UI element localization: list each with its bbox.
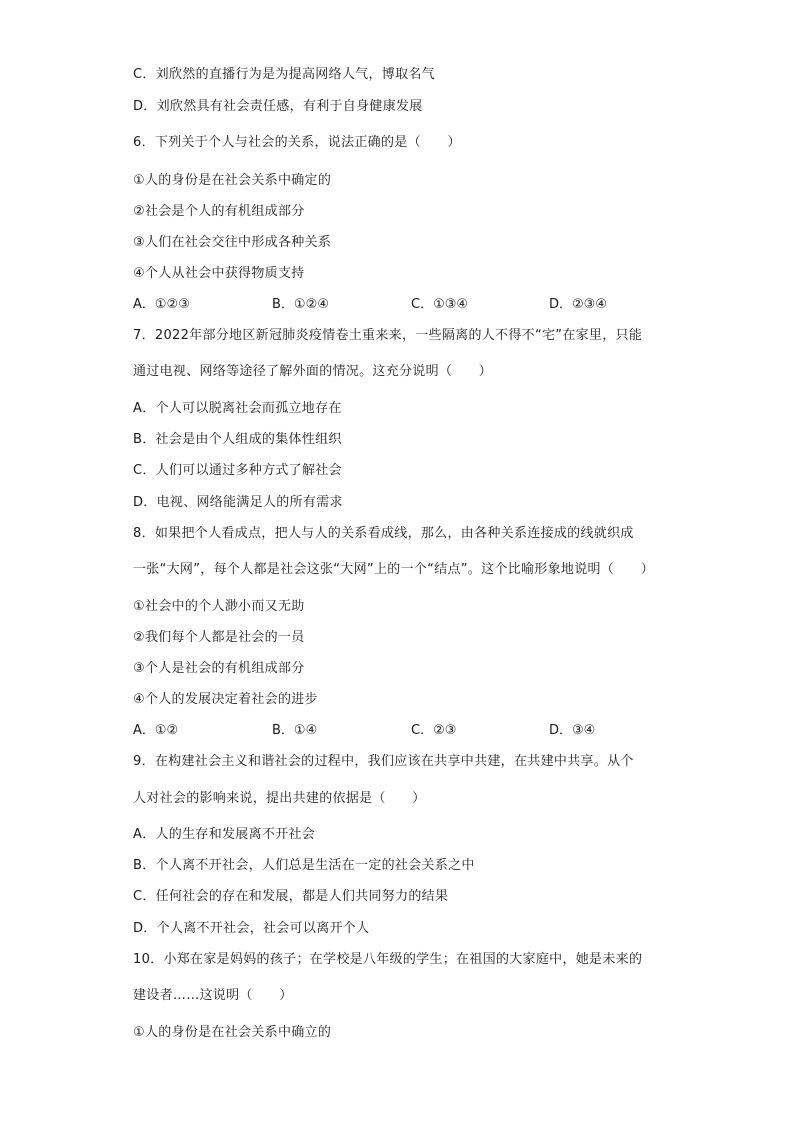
q6-statement-2: ②社会是个人的有机组成部分 <box>133 204 305 219</box>
q8-statement-1: ①社会中的个人渺小而又无助 <box>133 599 305 614</box>
q5-option-c: C．刘欣然的直播行为是为提高网络人气，博取名气 <box>133 67 435 82</box>
q7-option-b: B．社会是由个人组成的集体性组织 <box>133 432 342 447</box>
q8-option-d: D．③④ <box>549 723 596 738</box>
q8-statement-4: ④个人的发展决定着社会的进步 <box>133 692 318 707</box>
q7-stem-line2: 通过电视、网络等途径了解外面的情况。这充分说明（ ） <box>133 364 493 379</box>
q8-statement-2: ②我们每个人都是社会的一员 <box>133 630 305 645</box>
q6-statement-3: ③人们在社会交往中形成各种关系 <box>133 235 332 250</box>
q9-option-c: C．任何社会的存在和发展，都是人们共同努力的结果 <box>133 889 449 904</box>
q5-option-d: D．刘欣然具有社会责任感，有利于自身健康发展 <box>133 99 423 114</box>
q7-option-c: C．人们可以通过多种方式了解社会 <box>133 463 342 478</box>
q6-option-a: A．①②③ <box>133 297 190 312</box>
q7-option-d: D．电视、网络能满足人的所有需求 <box>133 495 343 510</box>
q6-option-d: D．②③④ <box>549 297 607 312</box>
q10-stem-line2: 建设者……这说明（ ） <box>133 988 293 1003</box>
q9-option-b: B．个人离不开社会，人们总是生活在一定的社会关系之中 <box>133 858 475 873</box>
q9-stem-line1: 9．在构建社会主义和谐社会的过程中，我们应该在共享中共建，在共建中共享。从个 <box>133 754 634 769</box>
q6-option-c: C．①③④ <box>411 297 469 312</box>
q8-option-b: B．①④ <box>272 723 318 738</box>
q9-stem-line2: 人对社会的影响来说，提出共建的依据是（ ） <box>133 791 426 806</box>
q7-option-a: A．个人可以脱离社会而孤立地存在 <box>133 401 342 416</box>
q8-option-c: C．②③ <box>411 723 457 738</box>
q8-option-a: A．①② <box>133 723 179 738</box>
q6-option-b: B．①②④ <box>272 297 329 312</box>
q10-stem-line1: 10．小郑在家是妈妈的孩子；在学校是八年级的学生；在祖国的大家庭中，她是未来的 <box>133 952 643 967</box>
q9-option-d: D．个人离不开社会，社会可以离开个人 <box>133 921 370 936</box>
q8-statement-3: ③个人是社会的有机组成部分 <box>133 661 305 676</box>
q8-options <box>133 722 693 740</box>
q6-options <box>133 296 693 314</box>
q8-stem-line1: 8．如果把个人看成点，把人与人的关系看成线，那么，由各种关系连接成的线就织成 <box>133 526 634 541</box>
q6-stem: 6．下列关于个人与社会的关系，说法正确的是（ ） <box>133 135 461 150</box>
q7-stem-line1: 7．2022年部分地区新冠肺炎疫情卷土重来来，一些隔离的人不得不“宅”在家里，只能 <box>133 328 643 343</box>
q10-statement-1: ①人的身份是在社会关系中确立的 <box>133 1025 332 1040</box>
q6-statement-4: ④个人从社会中获得物质支持 <box>133 266 305 281</box>
q8-stem-line2: 一张“大网”，每个人都是社会这张“大网”上的一个“结点”。这个比喻形象地说明（ ） <box>133 562 655 577</box>
q6-statement-1: ①人的身份是在社会关系中确定的 <box>133 173 332 188</box>
q9-option-a: A．人的生存和发展离不开社会 <box>133 827 316 842</box>
